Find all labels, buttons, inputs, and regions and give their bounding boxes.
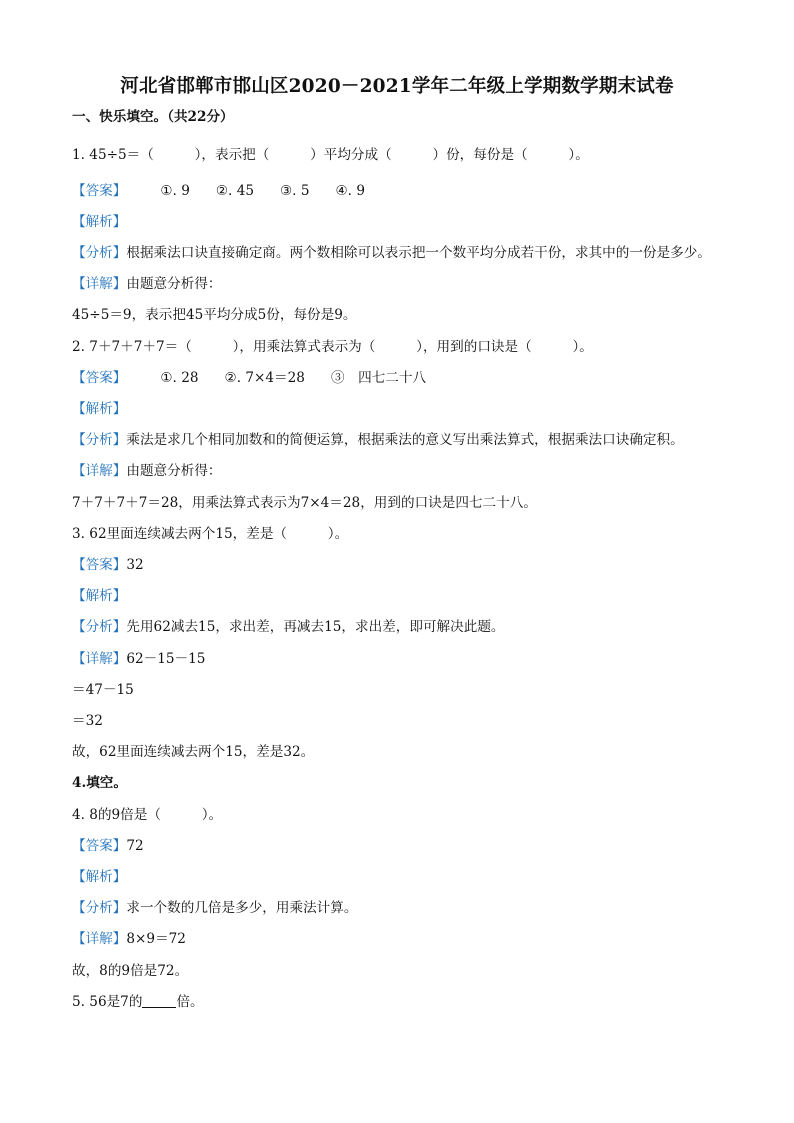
detail-text: 8×9＝72 (126, 931, 186, 947)
answer-label: 【答案】 (72, 370, 127, 386)
xiangjie-label: 【详解】 (72, 463, 127, 479)
detail-4 (72, 930, 186, 948)
jiexi-label: 【解析】 (72, 214, 127, 230)
section-heading-1: 一、快乐填空。（共22分） (72, 109, 234, 125)
question-text: 倍。 (176, 994, 204, 1010)
detail-text: 62－15－15 (126, 651, 206, 667)
jiexi-label: 【解析】 (72, 588, 127, 604)
analysis-text: 乘法是求几个相同加数和的简便运算，根据乘法的意义写出乘法算式，根据乘法口诀确定积。 (126, 432, 684, 448)
analysis-text: 先用62减去15，求出差，再减去15，求出差，即可解决此题。 (126, 619, 505, 635)
jiexi-label: 【解析】 (72, 401, 127, 417)
page-title: 河北省邯郸市邯山区2020－2021学年二年级上学期数学期末试卷 (120, 76, 674, 97)
answer-item: 32 (126, 557, 144, 573)
answer-row-3 (72, 556, 144, 574)
question-4: 4. 8的9倍是（ ）。 (72, 807, 223, 823)
result-3: 故，62里面连续减去两个15，差是32。 (72, 744, 315, 760)
answer-item: ④. 9 (335, 183, 365, 199)
analysis-3 (72, 618, 505, 636)
analysis-4 (72, 899, 357, 917)
answer-row-2 (72, 369, 426, 387)
fenxi-label: 【分析】 (72, 245, 127, 261)
result-1: 45÷5＝9，表示把45平均分成5份，每份是9。 (72, 307, 357, 323)
question-5 (72, 993, 204, 1011)
question-1: 1. 45÷5＝（ ），表示把（ ）平均分成（ ）份，每份是（ ）。 (72, 147, 589, 163)
answer-blank (142, 995, 176, 1008)
answer-label: 【答案】 (72, 183, 127, 199)
analysis-1 (72, 244, 711, 262)
answer-item: 72 (126, 838, 144, 854)
answer-label: 【答案】 (72, 838, 127, 854)
fenxi-label: 【分析】 (72, 900, 127, 916)
question-text: 5. 56是7的 (72, 994, 143, 1010)
answer-label: 【答案】 (72, 557, 127, 573)
section-heading-4: 4.填空。 (72, 775, 127, 791)
answer-item: ②. 7×4＝28 (224, 370, 305, 386)
detail-3 (72, 650, 205, 668)
answer-item: ③. 5 (280, 183, 310, 199)
xiangjie-label: 【详解】 (72, 651, 127, 667)
analysis-text: 求一个数的几倍是多少，用乘法计算。 (126, 900, 358, 916)
answer-row-1 (72, 182, 365, 200)
answer-item: ②. 45 (215, 183, 254, 199)
answer-item: ①. 9 (160, 183, 190, 199)
step-3a: ＝47－15 (72, 682, 134, 698)
result-2: 7＋7＋7＋7＝28，用乘法算式表示为7×4＝28，用到的口诀是四七二十八。 (72, 495, 537, 511)
answer-row-4 (72, 837, 144, 855)
analysis-text: 根据乘法口诀直接确定商。两个数相除可以表示把一个数平均分成若干份，求其中的一份是多少。 (126, 245, 711, 261)
detail-2 (72, 462, 222, 480)
fenxi-label: 【分析】 (72, 432, 127, 448)
step-3b: ＝32 (72, 713, 103, 729)
answer-item: ③ 四七二十八 (330, 370, 427, 386)
detail-text: 由题意分析得： (126, 463, 222, 479)
xiangjie-label: 【详解】 (72, 931, 127, 947)
analysis-2 (72, 431, 684, 449)
xiangjie-label: 【详解】 (72, 276, 127, 292)
result-4: 故，8的9倍是72。 (72, 963, 189, 979)
answer-item: ①. 28 (160, 370, 199, 386)
detail-1 (72, 275, 222, 293)
question-3: 3. 62里面连续减去两个15，差是（ ）。 (72, 526, 349, 542)
jiexi-label: 【解析】 (72, 869, 127, 885)
question-2: 2. 7＋7＋7＋7＝（ ），用乘法算式表示为（ ），用到的口诀是（ ）。 (72, 339, 593, 355)
detail-text: 由题意分析得： (126, 276, 222, 292)
fenxi-label: 【分析】 (72, 619, 127, 635)
